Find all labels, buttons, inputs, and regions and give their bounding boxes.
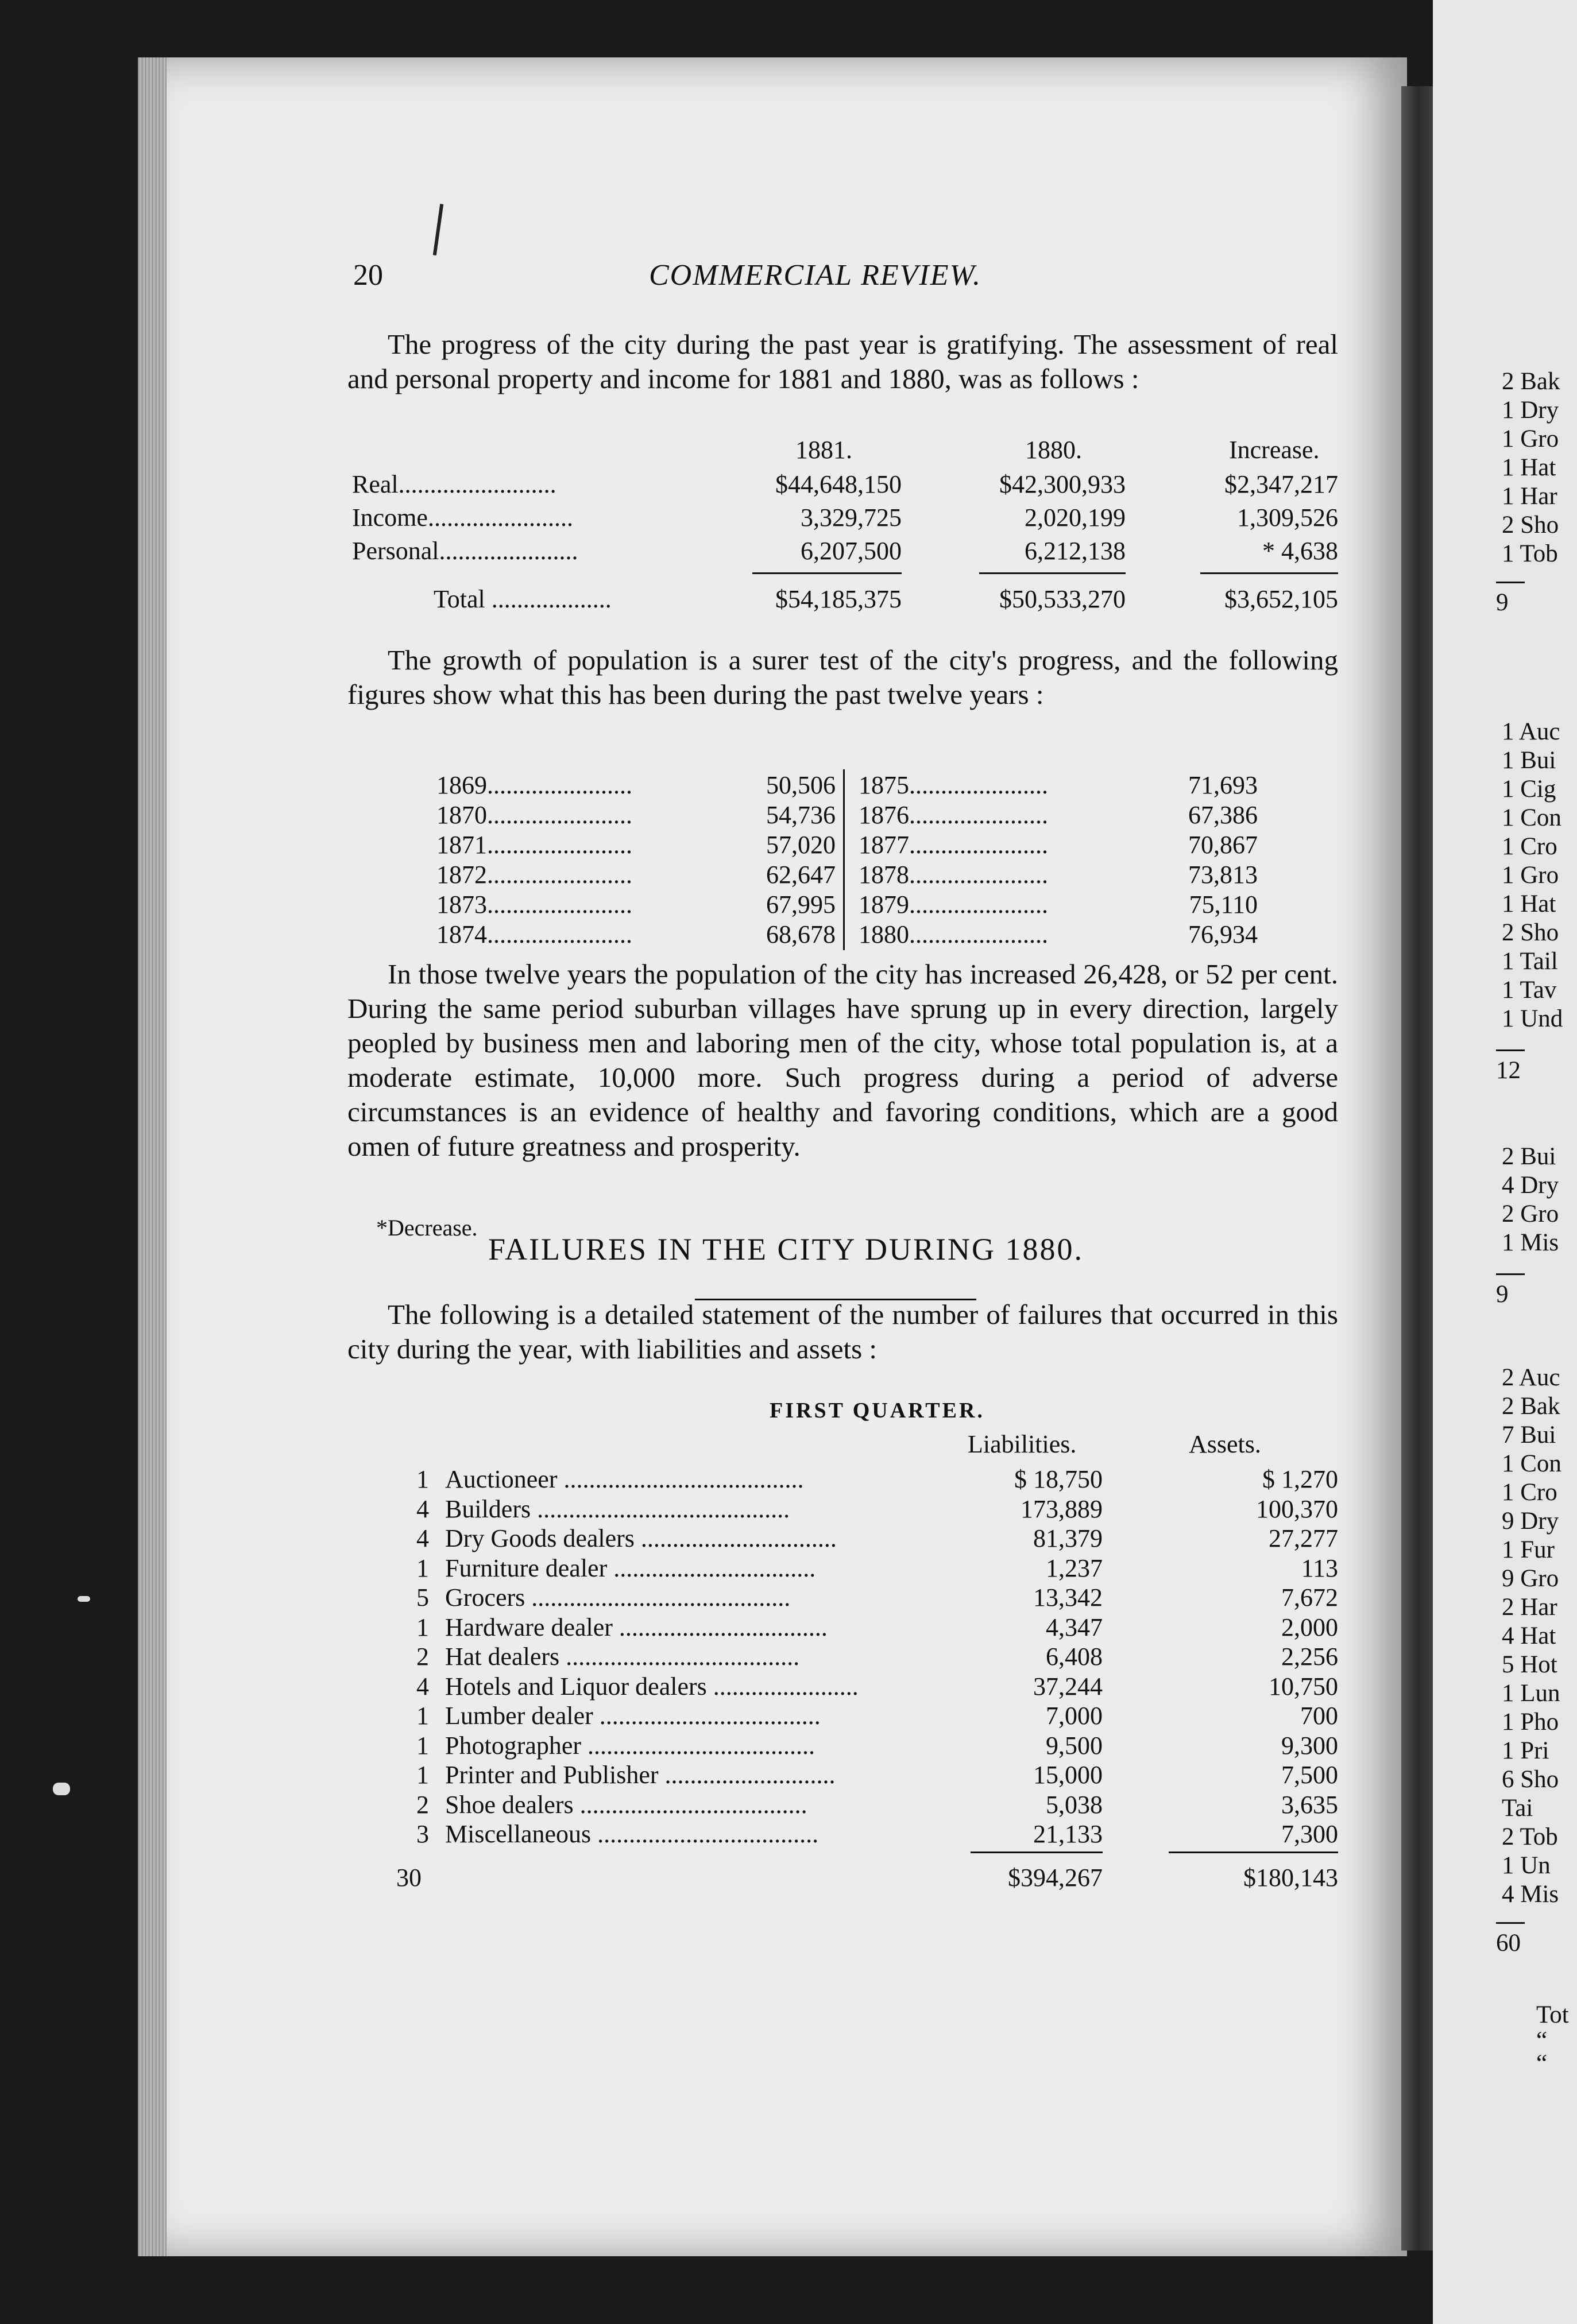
- failure-category: Hardware dealer .................................: [445, 1613, 828, 1641]
- facing-page-line: 1 Con: [1502, 1450, 1561, 1477]
- population-year: 1874.......................: [436, 920, 632, 948]
- total-increase: $3,652,105: [1224, 585, 1338, 613]
- failure-category: Hat dealers .....................................: [445, 1643, 800, 1671]
- failure-liabilities: 37,244: [1033, 1672, 1103, 1701]
- failure-count: 4: [416, 1524, 429, 1552]
- facing-page-line: 2 Har: [1502, 1594, 1557, 1621]
- facing-page-line: Tot: [1536, 2001, 1569, 2028]
- failure-assets: 2,256: [1281, 1643, 1338, 1671]
- facing-page-line: 1 Pri: [1502, 1737, 1549, 1764]
- facing-page-line: 1 Tav: [1502, 977, 1557, 1004]
- failure-count: 1: [416, 1465, 429, 1493]
- failure-liabilities: 4,347: [1046, 1613, 1103, 1641]
- facing-page-line: 1 Cig: [1502, 776, 1556, 803]
- facing-page-line: 1 Tail: [1502, 948, 1558, 975]
- population-year: 1877......................: [859, 831, 1048, 859]
- failures-intro: The following is a detailed statement of the number of failures that occurred in this city during the year, with liabilities and assets :: [347, 1299, 1338, 1365]
- sum-rule: [971, 1852, 1103, 1853]
- col-header-1880: 1880.: [1025, 436, 1082, 464]
- ink-mark: [78, 1596, 90, 1602]
- failure-liabilities: 15,000: [1033, 1761, 1103, 1789]
- footnote: *Decrease.: [376, 1215, 478, 1241]
- total-1881: $54,185,375: [775, 585, 902, 613]
- facing-page-line: 2 Sho: [1502, 919, 1559, 946]
- page-number: 20: [353, 259, 383, 292]
- population-year: 1878......................: [859, 861, 1048, 889]
- population-value: 57,020: [766, 831, 836, 859]
- facing-page-line: 2 Bak: [1502, 1393, 1560, 1420]
- failure-category: Auctioneer ......................................: [445, 1465, 804, 1493]
- failure-count: 1: [416, 1613, 429, 1641]
- facing-page-line: 1 Cro: [1502, 833, 1557, 860]
- total-1880: $50,533,270: [999, 585, 1126, 613]
- failure-count: 1: [416, 1732, 429, 1760]
- sum-rule: [1169, 1852, 1338, 1853]
- failure-assets: 2,000: [1281, 1613, 1338, 1641]
- facing-page-rule: [1496, 1922, 1525, 1924]
- facing-page-line: 1 Lun: [1502, 1680, 1560, 1707]
- population-year: 1880......................: [859, 920, 1048, 948]
- failure-category: Miscellaneous ...................................: [445, 1820, 819, 1848]
- failure-total-count: 30: [396, 1864, 422, 1892]
- facing-page-line: 1 Mis: [1502, 1229, 1559, 1256]
- facing-page-line: 1 Har: [1502, 483, 1557, 510]
- failure-liabilities: 7,000: [1046, 1702, 1103, 1730]
- failure-liabilities: 5,038: [1046, 1791, 1103, 1819]
- row-label-personal: Personal......................: [352, 537, 578, 565]
- personal-1881: 6,207,500: [801, 537, 902, 565]
- failure-assets: 7,300: [1281, 1820, 1338, 1848]
- growth-paragraph: The growth of population is a surer test of the city's progress, and the following figures show what this has been during the past twelve years :: [347, 644, 1338, 710]
- facing-page-total: 12: [1496, 1057, 1521, 1084]
- failure-assets: 113: [1301, 1554, 1338, 1582]
- intro-paragraph: The progress of the city during the past year is gratifying. The assessment of real and personal property and income for 1881 and 1880, was as follows :: [347, 328, 1338, 394]
- facing-page-line: 7 Bui: [1502, 1421, 1556, 1448]
- population-value: 68,678: [766, 920, 836, 948]
- facing-page-line: 1 Fur: [1502, 1536, 1555, 1563]
- column-divider: [843, 769, 845, 950]
- population-value: 67,386: [1188, 801, 1258, 829]
- facing-page-line: 1 Pho: [1502, 1709, 1559, 1736]
- failure-assets: 700: [1300, 1702, 1338, 1730]
- population-value: 50,506: [766, 771, 836, 799]
- col-header-1881: 1881.: [795, 436, 852, 464]
- ink-mark: [53, 1783, 70, 1795]
- population-value: 73,813: [1188, 861, 1258, 889]
- personal-increase: * 4,638: [1262, 537, 1338, 565]
- population-value: 76,934: [1188, 920, 1258, 948]
- failure-category: Lumber dealer ...................................: [445, 1702, 821, 1730]
- section-title: FAILURES IN THE CITY DURING 1880.: [488, 1232, 1084, 1266]
- failure-category: Grocers .........................................: [445, 1583, 791, 1612]
- row-label-income: Income.......................: [352, 503, 573, 532]
- facing-page-line: 2 Tob: [1502, 1823, 1558, 1850]
- failure-liabilities: 1,237: [1046, 1554, 1103, 1582]
- failure-liabilities: 13,342: [1033, 1583, 1103, 1612]
- failure-liabilities: $ 18,750: [1014, 1465, 1103, 1493]
- real-1880: $42,300,933: [999, 470, 1126, 498]
- real-increase: $2,347,217: [1224, 470, 1338, 498]
- population-value: 62,647: [766, 861, 836, 889]
- running-title: COMMERCIAL REVIEW.: [649, 259, 982, 292]
- failure-count: 3: [416, 1820, 429, 1848]
- population-year: 1871.......................: [436, 831, 632, 859]
- failure-count: 1: [416, 1702, 429, 1730]
- facing-page-line: 5 Hot: [1502, 1651, 1557, 1678]
- failure-total-liabilities: $394,267: [1008, 1864, 1103, 1892]
- failure-category: Printer and Publisher ...........................: [445, 1761, 836, 1789]
- facing-page-total: 9: [1496, 1281, 1509, 1308]
- failure-assets: 100,370: [1256, 1495, 1338, 1523]
- facing-page-line: “: [1536, 2027, 1548, 2054]
- population-year: 1873.......................: [436, 890, 632, 919]
- failure-total-assets: $180,143: [1243, 1864, 1338, 1892]
- real-1881: $44,648,150: [775, 470, 902, 498]
- failure-assets: 3,635: [1281, 1791, 1338, 1819]
- failure-count: 4: [416, 1495, 429, 1523]
- facing-page-line: 1 Gro: [1502, 425, 1559, 452]
- failure-liabilities: 6,408: [1046, 1643, 1103, 1671]
- failure-count: 2: [416, 1643, 429, 1671]
- failure-liabilities: 9,500: [1046, 1732, 1103, 1760]
- facing-page-line: 2 Bak: [1502, 368, 1560, 395]
- failure-assets: 9,300: [1281, 1732, 1338, 1760]
- population-value: 54,736: [766, 801, 836, 829]
- failure-assets: 10,750: [1269, 1672, 1338, 1701]
- facing-page: [1433, 0, 1577, 2324]
- failure-category: Builders ........................................: [445, 1495, 790, 1523]
- facing-page-rule: [1496, 1273, 1525, 1275]
- facing-page-total: 9: [1496, 589, 1509, 616]
- failure-assets: $ 1,270: [1262, 1465, 1338, 1493]
- failure-count: 5: [416, 1583, 429, 1612]
- population-year: 1879......................: [859, 890, 1048, 919]
- facing-page-rule: [1496, 582, 1525, 583]
- col-header-liabilities: Liabilities.: [968, 1430, 1077, 1458]
- facing-page-line: 2 Gro: [1502, 1200, 1559, 1227]
- failure-count: 1: [416, 1761, 429, 1789]
- facing-page-line: 1 Tob: [1502, 540, 1558, 567]
- row-label-real: Real.........................: [352, 470, 556, 498]
- population-year: 1869.......................: [436, 771, 632, 799]
- facing-page-line: 1 Und: [1502, 1005, 1563, 1032]
- population-paragraph: In those twelve years the population of the city has increased 26,428, or 52 per cent. During the same period suburban villages have sprung up in every direction, largely peopled by business men and laboring men of the city, whose total population is, at a moderate estimate, 10,000 more. Such progress during a period of adverse circumstances is an evidence of healthy and favoring conditions, which are a good omen of future greatness and prosperity.: [347, 958, 1338, 1162]
- population-year: 1872.......................: [436, 861, 632, 889]
- income-1880: 2,020,199: [1025, 503, 1126, 532]
- facing-page-line: 2 Bui: [1502, 1143, 1556, 1170]
- failure-count: 2: [416, 1791, 429, 1819]
- failure-category: Hotels and Liquor dealers .......................: [445, 1672, 859, 1701]
- facing-page-line: 4 Dry: [1502, 1172, 1559, 1199]
- failure-category: Dry Goods dealers ...............................: [445, 1524, 837, 1552]
- population-value: 67,995: [766, 890, 836, 919]
- failure-assets: 7,672: [1281, 1583, 1338, 1612]
- facing-page-total: 60: [1496, 1930, 1521, 1957]
- facing-page-line: 6 Sho: [1502, 1766, 1559, 1793]
- book-gutter: [1401, 86, 1436, 2251]
- facing-page-rule: [1496, 1049, 1525, 1051]
- facing-page-line: 9 Dry: [1502, 1508, 1559, 1535]
- facing-page-line: 4 Hat: [1502, 1622, 1556, 1649]
- facing-page-line: 2 Auc: [1502, 1364, 1560, 1391]
- failure-liabilities: 173,889: [1021, 1495, 1103, 1523]
- population-value: 70,867: [1188, 831, 1258, 859]
- population-year: 1875......................: [859, 771, 1048, 799]
- failure-category: Shoe dealers ....................................: [445, 1791, 807, 1819]
- row-label-total: Total ...................: [434, 585, 612, 613]
- failure-liabilities: 21,133: [1033, 1820, 1103, 1848]
- failure-liabilities: 81,379: [1033, 1524, 1103, 1552]
- population-value: 75,110: [1189, 890, 1258, 919]
- sum-rule: [752, 572, 902, 574]
- quarter-heading: FIRST QUARTER.: [770, 1399, 985, 1423]
- failure-count: 4: [416, 1672, 429, 1701]
- facing-page-line: 4 Mis: [1502, 1881, 1559, 1908]
- facing-page-line: 1 Gro: [1502, 862, 1559, 889]
- failure-assets: 7,500: [1281, 1761, 1338, 1789]
- col-header-assets: Assets.: [1189, 1430, 1261, 1458]
- facing-page-line: 1 Auc: [1502, 718, 1560, 745]
- income-increase: 1,309,526: [1237, 503, 1338, 532]
- col-header-increase: Increase.: [1229, 436, 1320, 464]
- facing-page-line: 1 Bui: [1502, 747, 1556, 774]
- facing-page-line: 1 Dry: [1502, 397, 1559, 424]
- failure-assets: 27,277: [1269, 1524, 1338, 1552]
- facing-page-line: 1 Un: [1502, 1852, 1551, 1879]
- population-year: 1870.......................: [436, 801, 632, 829]
- personal-1880: 6,212,138: [1025, 537, 1126, 565]
- facing-page-line: Tai: [1502, 1795, 1533, 1822]
- sum-rule: [979, 572, 1126, 574]
- population-year: 1876......................: [859, 801, 1048, 829]
- facing-page-line: 1 Hat: [1502, 890, 1556, 917]
- facing-page-line: “: [1536, 2050, 1548, 2077]
- facing-page-line: 1 Con: [1502, 804, 1561, 831]
- facing-page-line: 9 Gro: [1502, 1565, 1559, 1592]
- failure-category: Furniture dealer ................................: [445, 1554, 816, 1582]
- failure-category: Photographer ....................................: [445, 1732, 815, 1760]
- facing-page-line: 1 Cro: [1502, 1479, 1557, 1506]
- sum-rule: [1200, 572, 1338, 574]
- income-1881: 3,329,725: [801, 503, 902, 532]
- facing-page-line: 1 Hat: [1502, 454, 1556, 481]
- population-value: 71,693: [1188, 771, 1258, 799]
- facing-page-line: 2 Sho: [1502, 512, 1559, 539]
- failure-count: 1: [416, 1554, 429, 1582]
